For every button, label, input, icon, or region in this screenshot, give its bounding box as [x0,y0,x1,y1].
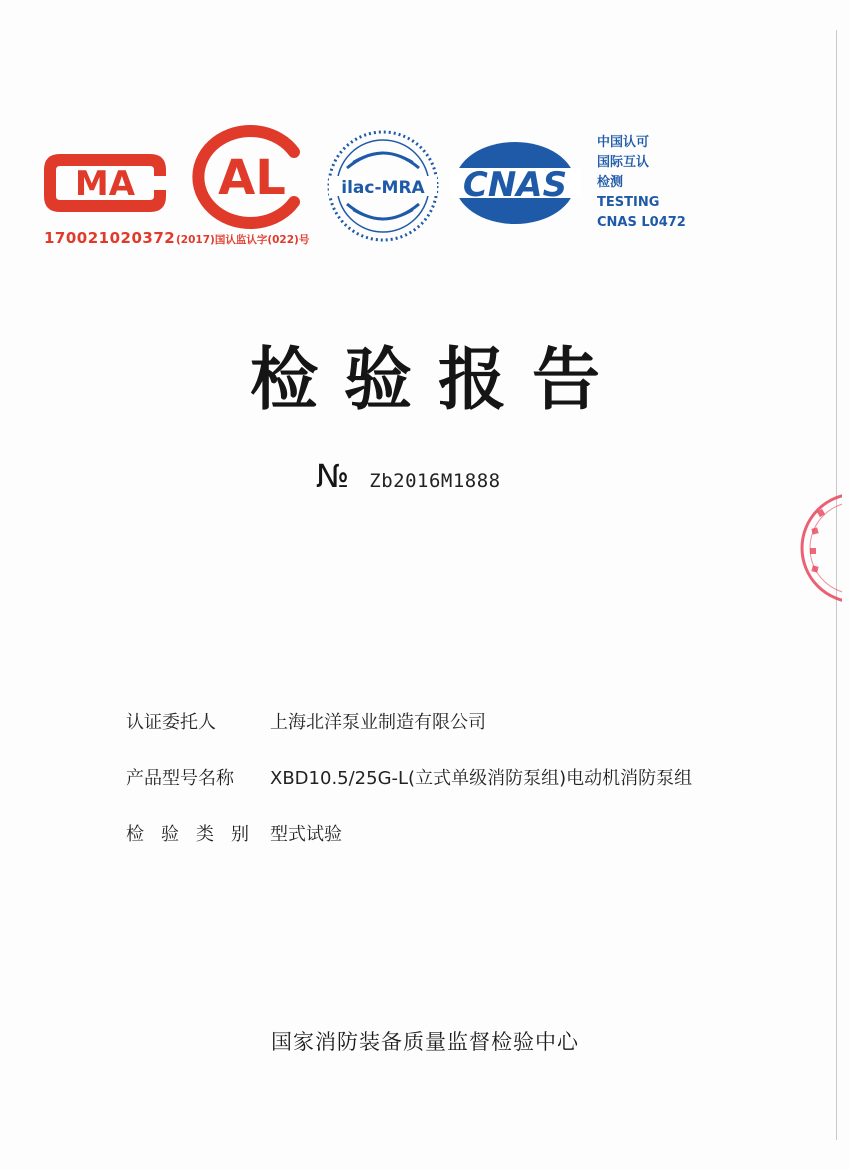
report-number-value: Zb2016M1888 [369,470,501,492]
cnas-logo [449,138,581,228]
svg-text:CNAS: CNAS [462,165,568,205]
cnas-line: 中国认可 [597,135,650,150]
report-title: 检验报告 [249,341,626,420]
number-symbol: № [316,457,350,495]
cal-logo [186,122,310,232]
svg-text:AL: AL [218,150,286,206]
cnas-line: 检测 [597,175,624,190]
svg-text:MA: MA [74,164,136,204]
cnas-line: TESTING [597,195,660,210]
ilac-mra-logo [325,128,441,244]
field-label: 检验类别 [126,824,266,845]
field-label: 认证委托人 [126,712,216,733]
cma-logo [40,148,170,218]
field-value: 型式试验 [270,824,342,845]
field-value: 上海北洋泵业制造有限公司 [270,712,486,733]
field-label: 产品型号名称 [126,768,234,789]
svg-text:ilac-MRA: ilac-MRA [341,178,425,198]
issuer-name: 国家消防装备质量监督检验中心 [271,1030,579,1054]
cal-code: (2017)国认监认字(022)号 [176,234,310,246]
cnas-accreditation-text [597,133,686,233]
field-value: XBD10.5/25G-L(立式单级消防泵组)电动机消防泵组 [270,768,693,789]
red-seal-stamp [792,488,842,608]
cnas-line: CNAS L0472 [597,215,686,230]
report-number [316,457,501,495]
cma-code: 170021020372 [44,229,176,247]
cnas-line: 国际互认 [597,155,650,170]
